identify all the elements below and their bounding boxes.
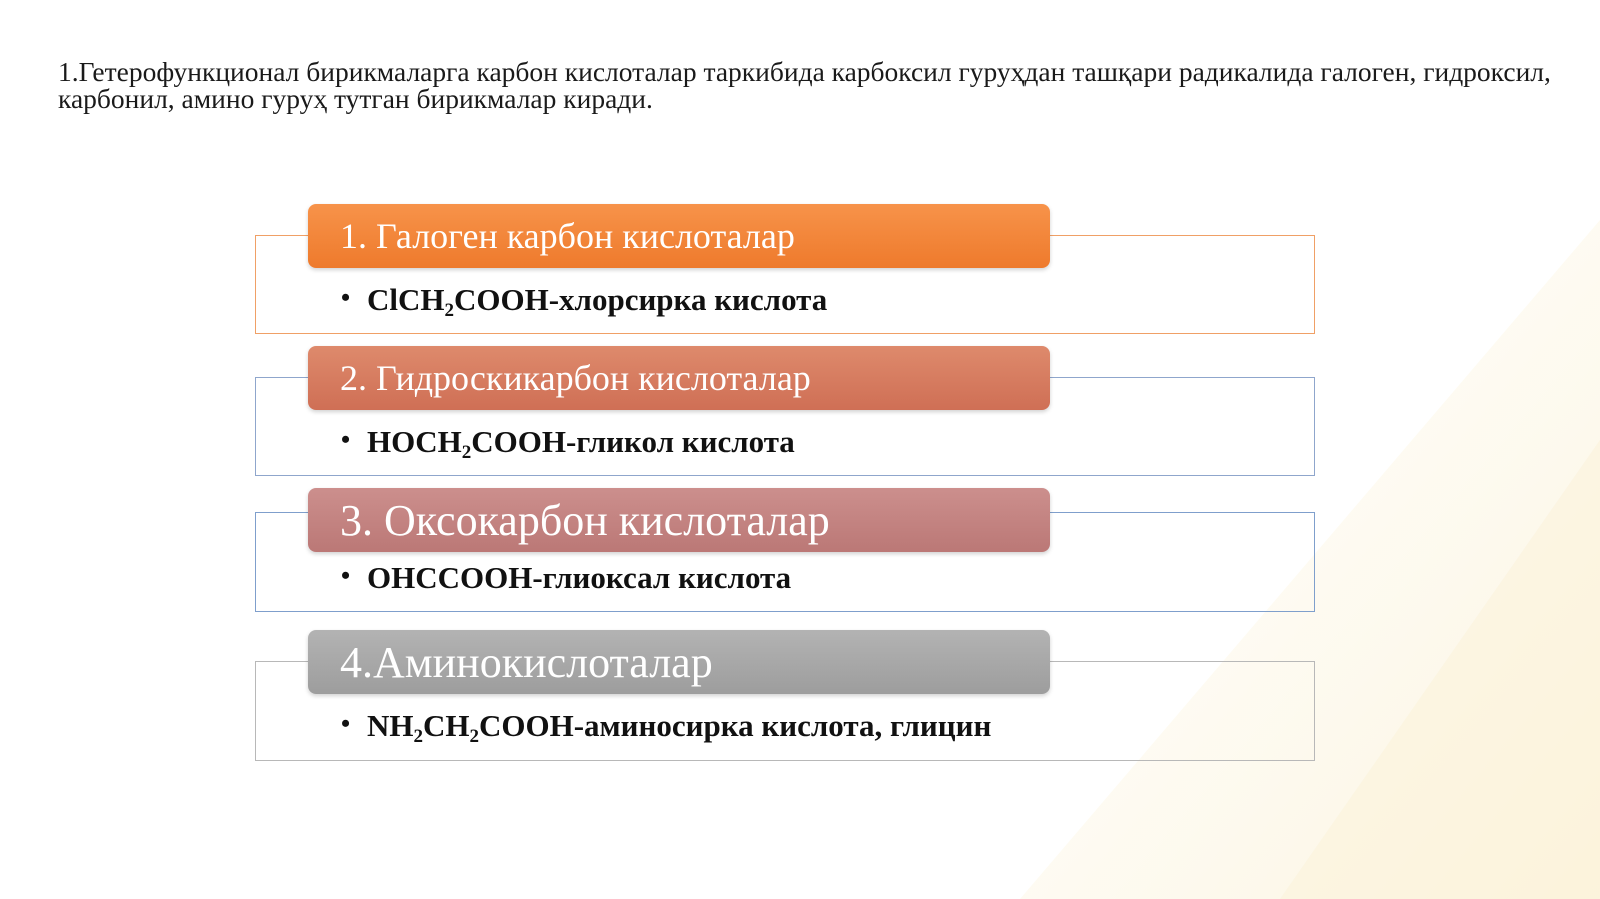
category-halogen-acids bbox=[255, 204, 1315, 334]
chemical-formula: ClCH$_2$COOH bbox=[367, 282, 549, 321]
compound-name: -хлорсирка кислота bbox=[548, 282, 828, 317]
category-heading: 4.Аминокислоталар bbox=[308, 630, 1050, 694]
category-amino-acids bbox=[255, 630, 1315, 761]
bullet-icon: • bbox=[341, 283, 351, 312]
example-item bbox=[341, 560, 791, 596]
category-heading: 2. Гидроскикарбон кислоталар bbox=[308, 346, 1050, 410]
bullet-icon: • bbox=[341, 425, 351, 454]
compound-name: -глиоксал кислота bbox=[532, 560, 792, 595]
example-item bbox=[341, 424, 795, 463]
chemical-formula: $HOCH_2COOH$ bbox=[367, 424, 566, 463]
chemical-formula: OHCCOOH bbox=[367, 560, 533, 595]
bullet-icon: • bbox=[341, 709, 351, 738]
example-item bbox=[341, 282, 828, 321]
example-item bbox=[341, 708, 992, 747]
category-hydroxy-acids bbox=[255, 346, 1315, 476]
chemical-formula: $NH_2CH_2COOH$ bbox=[367, 708, 574, 747]
category-oxo-acids bbox=[255, 488, 1315, 612]
category-heading: 1. Галоген карбон кислоталар bbox=[308, 204, 1050, 268]
category-heading: 3. Оксокарбон кислоталар bbox=[308, 488, 1050, 552]
bullet-icon: • bbox=[341, 561, 351, 590]
compound-name: -аминосирка кислота, глицин bbox=[573, 708, 992, 743]
compound-name: -гликол кислота bbox=[565, 424, 795, 459]
intro-paragraph: 1.Гетерофункционал бирикмаларга карбон кислоталар таркибида карбоксил гуруҳдан ташқари радикалида галоген, гидроксил, карбонил, амино гуруҳ тутган бирикмалар киради. bbox=[58, 56, 1551, 114]
